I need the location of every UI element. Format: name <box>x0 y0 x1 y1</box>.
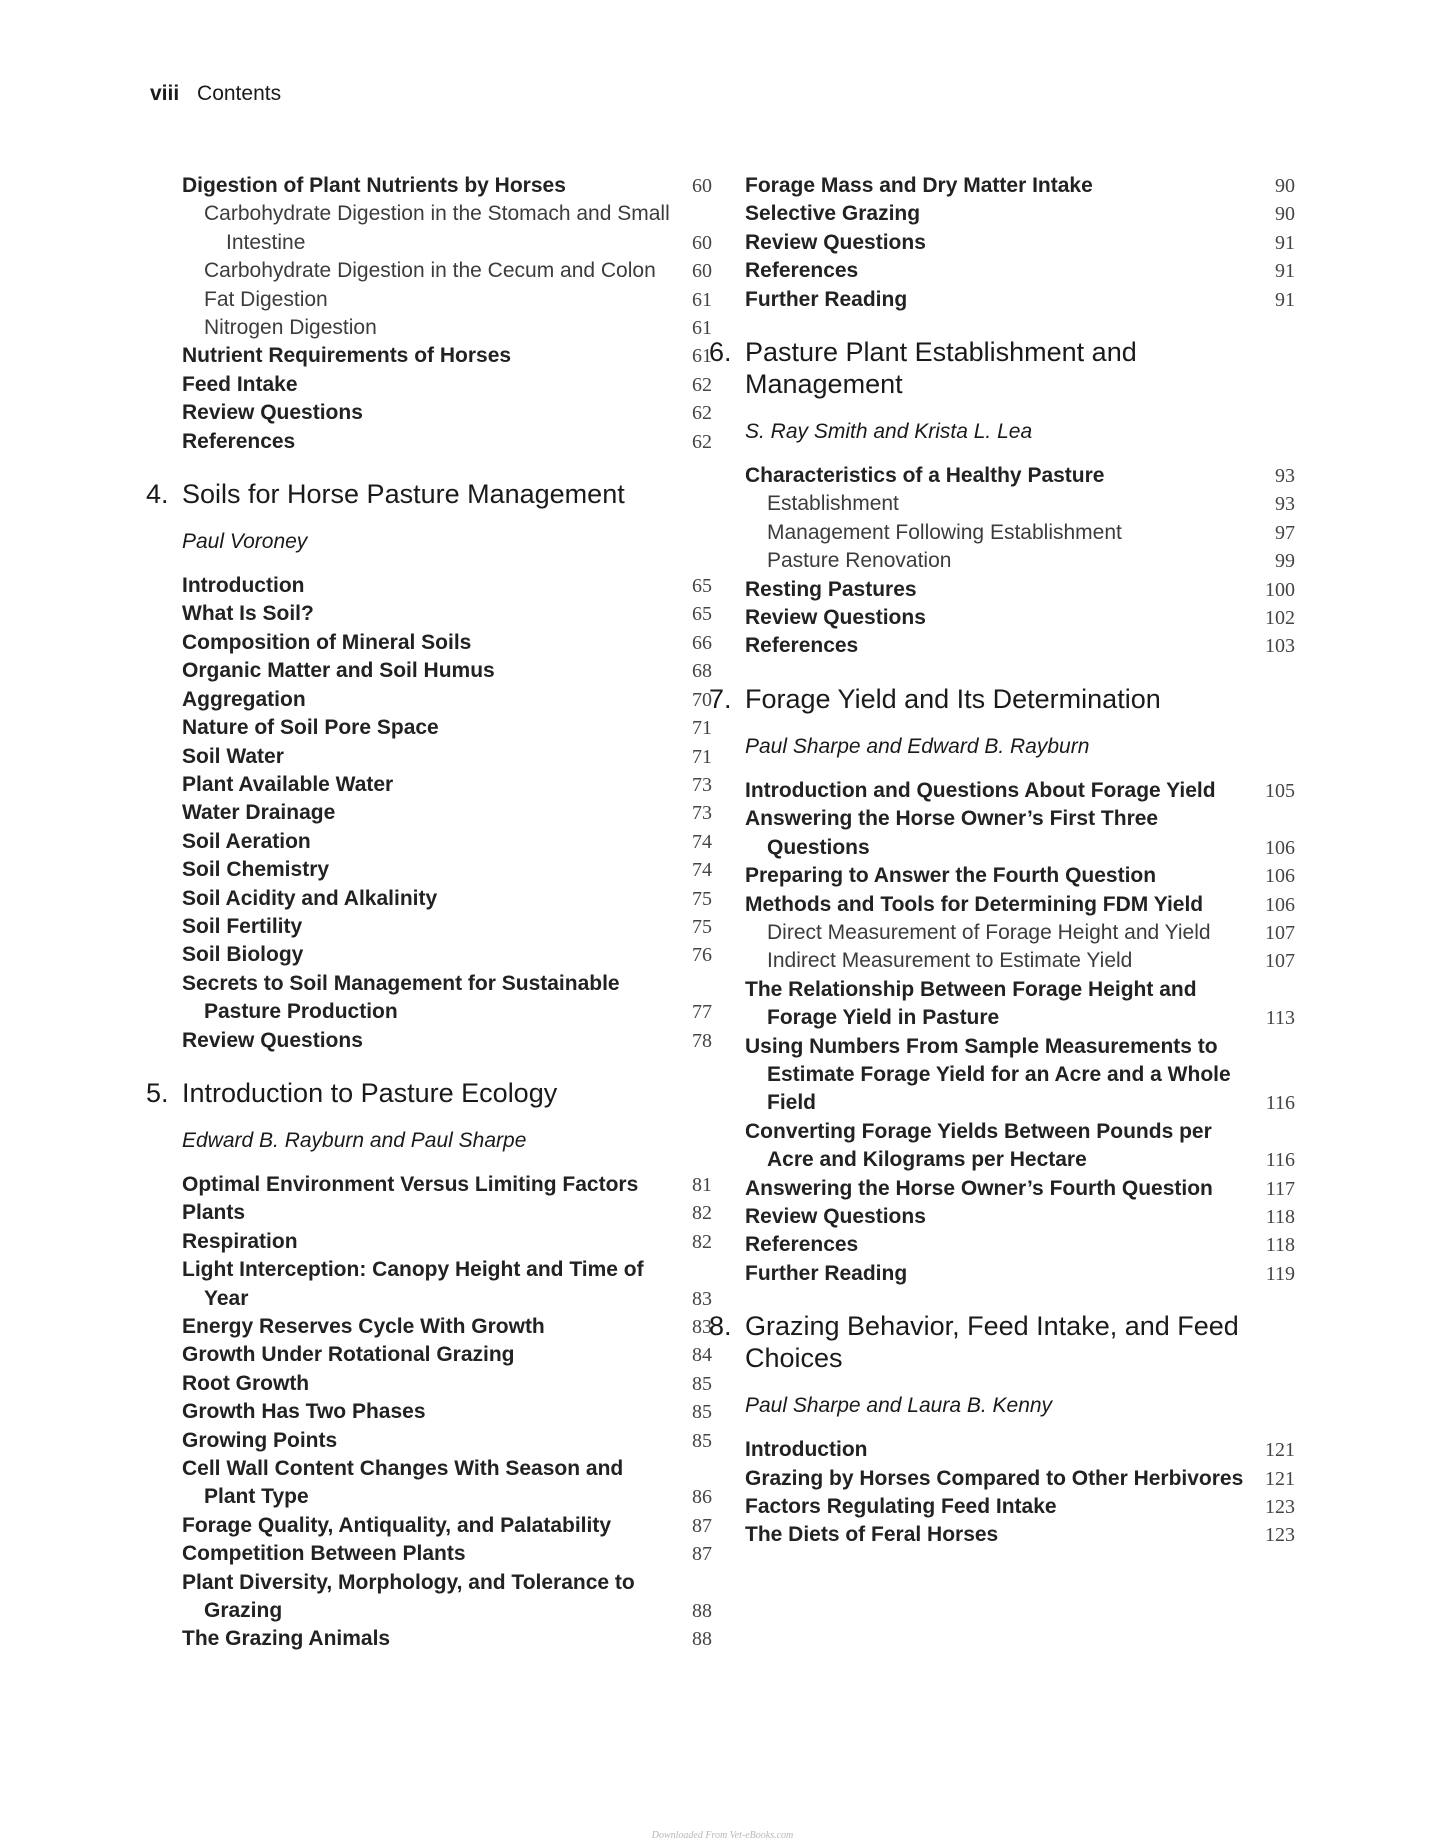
toc-entry-page: 90 <box>1275 175 1295 197</box>
toc-entry-title: Review Questions <box>182 1028 363 1052</box>
toc-entry[interactable] <box>745 1465 1295 1493</box>
toc-entry-title: Soil Chemistry <box>182 858 330 882</box>
toc-entry[interactable] <box>182 1313 712 1341</box>
toc-entry-page: 75 <box>692 915 712 938</box>
toc-entry-title: Review Questions <box>745 606 926 630</box>
chapter-authors: Paul Voroney <box>182 530 308 554</box>
toc-entry-page: 117 <box>1265 1177 1295 1200</box>
toc-entry-page: 102 <box>1265 607 1295 630</box>
chapter-number: 7. <box>709 683 732 714</box>
toc-entry-page: 106 <box>1265 865 1295 888</box>
toc-entry[interactable] <box>745 547 1295 575</box>
toc-entry[interactable] <box>182 286 712 314</box>
toc-entry[interactable] <box>745 229 1295 257</box>
toc-entry[interactable] <box>182 1370 712 1398</box>
toc-entry-page: 68 <box>692 660 712 683</box>
toc-entry-title: What Is Soil? <box>182 602 314 626</box>
toc-entry-title: Direct Measurement of Forage Height and Yield <box>767 920 1211 944</box>
chapter-number: 4. <box>146 479 169 510</box>
toc-entry-title: Feed Intake <box>182 372 298 396</box>
toc-entry[interactable] <box>745 1260 1295 1288</box>
toc-entry-page: 107 <box>1265 950 1295 973</box>
toc-entry-title: Composition of Mineral Soils <box>182 630 472 654</box>
toc-entry-title: Carbohydrate Digestion in the Stomach and Small Intestine <box>204 202 670 254</box>
toc-entry-page: 116 <box>1265 1092 1295 1115</box>
toc-entry[interactable] <box>182 314 712 342</box>
toc-entry-page: 61 <box>692 345 712 368</box>
toc-entry[interactable] <box>182 1569 712 1626</box>
chapter-title[interactable]: Soils for Horse Pasture Management <box>182 479 625 510</box>
chapter-block <box>709 336 1295 661</box>
toc-entry-title: Answering the Horse Owner’s First Three Questions <box>745 807 1159 859</box>
toc-entry[interactable] <box>745 462 1295 490</box>
chapter-title[interactable]: Pasture Plant Establishment and Management <box>745 337 1137 400</box>
toc-entry-title: Review Questions <box>745 1204 926 1228</box>
chapter-authors: S. Ray Smith and Krista L. Lea <box>745 420 1033 444</box>
toc-entry[interactable] <box>182 629 712 657</box>
toc-entry-page: 87 <box>692 1543 712 1566</box>
toc-entry[interactable] <box>745 1175 1295 1203</box>
toc-entry-page: 123 <box>1265 1524 1295 1547</box>
toc-entry[interactable] <box>745 576 1295 604</box>
toc-entry-title: Indirect Measurement to Estimate Yield <box>767 949 1133 973</box>
toc-left-column <box>146 172 712 1654</box>
toc-entry-title: References <box>745 634 859 658</box>
toc-entry-page: 97 <box>1275 521 1295 544</box>
toc-entry[interactable] <box>182 200 712 257</box>
toc-entry[interactable] <box>745 976 1295 1033</box>
toc-entry-title: Cell Wall Content Changes With Season and Plant Type <box>182 1457 624 1509</box>
toc-entry[interactable] <box>182 1455 712 1512</box>
toc-entry-title: Plants <box>182 1201 246 1225</box>
toc-entry-page: 75 <box>692 887 712 910</box>
toc-entry[interactable] <box>745 519 1295 547</box>
toc-entry-title: Factors Regulating Feed Intake <box>745 1495 1057 1518</box>
toc-entry[interactable] <box>182 1341 712 1369</box>
toc-entry[interactable] <box>745 604 1295 632</box>
toc-entry[interactable] <box>745 1521 1295 1549</box>
toc-entry[interactable] <box>745 257 1295 285</box>
toc-entry-page: 93 <box>1275 465 1295 488</box>
toc-entry-title: Organic Matter and Soil Humus <box>182 659 495 683</box>
toc-entry-title: Review Questions <box>182 401 363 425</box>
chapter-title[interactable]: Introduction to Pasture Ecology <box>182 1077 558 1108</box>
chapter-number: 8. <box>709 1311 732 1342</box>
toc-entry-page: 88 <box>692 1628 712 1651</box>
toc-entry[interactable] <box>745 286 1295 314</box>
toc-entry-title: Respiration <box>182 1229 298 1253</box>
toc-entry-page: 66 <box>692 631 712 654</box>
toc-entry-title: Optimal Environment Versus Limiting Factors <box>182 1172 639 1196</box>
toc-entry-title: Selective Grazing <box>745 202 921 226</box>
toc-entry[interactable] <box>182 970 712 1027</box>
toc-entry-page: 70 <box>692 688 712 711</box>
toc-entry-page: 62 <box>692 402 712 425</box>
toc-entry-title: Energy Reserves Cycle With Growth <box>182 1315 545 1338</box>
toc-entry-page: 73 <box>692 773 712 796</box>
toc-entry-page: 91 <box>1275 288 1295 311</box>
toc-entry-page: 71 <box>692 745 712 768</box>
toc-entry[interactable] <box>745 1033 1295 1118</box>
toc-entry-title: Management Following Establishment <box>767 520 1122 544</box>
toc-entry[interactable] <box>182 1199 712 1227</box>
toc-entry-page: 91 <box>1275 260 1295 283</box>
toc-entry-page: 90 <box>1275 203 1295 226</box>
chapter-block <box>146 1077 712 1654</box>
toc-entry-page: 103 <box>1265 635 1295 658</box>
toc-entry-page: 82 <box>692 1230 712 1253</box>
toc-entry-page: 106 <box>1265 893 1295 916</box>
toc-entry-title: Pasture Renovation <box>767 549 952 573</box>
toc-entry-title: Using Numbers From Sample Measurements to Estimate Forage Yield for an Acre and a Whole Field <box>745 1034 1231 1115</box>
chapter-authors: Paul Sharpe and Edward B. Rayburn <box>745 734 1090 758</box>
toc-entry-page: 74 <box>692 859 712 882</box>
toc-entry[interactable] <box>182 856 712 884</box>
toc-entry-page: 73 <box>692 802 712 825</box>
toc-entry[interactable] <box>182 1540 712 1568</box>
chapter-number: 5. <box>146 1077 169 1108</box>
toc-entry-title: Soil Acidity and Alkalinity <box>182 886 438 910</box>
toc-entry-page: 107 <box>1265 921 1295 944</box>
chapter-block <box>146 478 712 1055</box>
toc-entry-title: Grazing by Horses Compared to Other Herbivores <box>745 1466 1244 1490</box>
toc-entry-title: Forage Quality, Antiquality, and Palatability <box>182 1513 612 1537</box>
toc-entry-title: Converting Forage Yields Between Pounds per Acre and Kilograms per Hectare <box>745 1119 1212 1172</box>
toc-entry[interactable] <box>745 947 1295 975</box>
toc-entry-title: Root Growth <box>182 1371 310 1395</box>
toc-entry[interactable] <box>182 657 712 685</box>
toc-entry-page: 60 <box>692 175 712 197</box>
toc-entry-page: 83 <box>692 1287 712 1310</box>
toc-entry-page: 61 <box>692 288 712 311</box>
toc-entry[interactable] <box>182 771 712 799</box>
toc-entry[interactable] <box>182 828 712 856</box>
toc-entry-title: Soil Water <box>182 744 284 768</box>
toc-entry-page: 87 <box>692 1514 712 1537</box>
toc-entry[interactable] <box>182 399 712 427</box>
toc-entry[interactable] <box>182 371 712 399</box>
toc-entry-page: 99 <box>1275 550 1295 573</box>
toc-entry-page: 118 <box>1265 1205 1295 1228</box>
chapter-block <box>709 683 1295 1288</box>
toc-entry-title: References <box>182 429 296 453</box>
toc-entry-page: 119 <box>1265 1262 1295 1285</box>
toc-entry[interactable] <box>745 1118 1295 1175</box>
toc-entry[interactable] <box>745 805 1295 862</box>
toc-entry-page: 121 <box>1265 1467 1295 1490</box>
toc-entry[interactable] <box>182 1171 712 1199</box>
toc-entry-page: 65 <box>692 575 712 598</box>
toc-entry-page: 85 <box>692 1401 712 1424</box>
toc-entry-title: Light Interception: Canopy Height and Time of Year <box>182 1258 644 1310</box>
toc-entry[interactable] <box>182 714 712 742</box>
toc-entry-title: Plant Diversity, Morphology, and Tolerance to Grazing <box>182 1570 635 1623</box>
toc-entry[interactable] <box>182 257 712 285</box>
toc-entry[interactable] <box>182 686 712 714</box>
toc-entry-title: Further Reading <box>745 287 908 311</box>
toc-entry-title: Growing Points <box>182 1428 338 1452</box>
toc-entry-page: 62 <box>692 430 712 453</box>
toc-entry-title: The Diets of Feral Horses <box>745 1523 999 1547</box>
chapter-number: 6. <box>709 337 732 368</box>
toc-entry-title: Introduction <box>745 1438 868 1462</box>
toc-entry-title: Competition Between Plants <box>182 1542 466 1566</box>
toc-entry[interactable] <box>745 490 1295 518</box>
toc-entry-title: Soil Biology <box>182 943 304 967</box>
toc-entry-page: 106 <box>1265 836 1295 859</box>
toc-entry-page: 81 <box>692 1173 712 1196</box>
toc-entry-page: 86 <box>692 1486 712 1509</box>
toc-entry-title: Answering the Horse Owner’s Fourth Question <box>745 1176 1213 1200</box>
toc-entry[interactable] <box>182 572 712 600</box>
toc-entry-title: Digestion of Plant Nutrients by Horses <box>182 174 566 197</box>
toc-entry-title: Establishment <box>767 492 899 516</box>
toc-entry[interactable] <box>182 799 712 827</box>
toc-entry-page: 113 <box>1265 1007 1295 1030</box>
toc-entry[interactable] <box>182 1256 712 1313</box>
toc-entry-title: Carbohydrate Digestion in the Cecum and Colon <box>204 259 656 283</box>
toc-entry-page: 62 <box>692 373 712 396</box>
toc-entry-title: Forage Mass and Dry Matter Intake <box>745 174 1093 197</box>
toc-entry[interactable] <box>182 1228 712 1256</box>
toc-entry-title: Introduction and Questions About Forage Yield <box>745 778 1216 802</box>
toc-entry-page: 123 <box>1265 1496 1295 1518</box>
chapter-title[interactable]: Forage Yield and Its Determination <box>745 683 1161 714</box>
toc-entry-page: 85 <box>692 1429 712 1452</box>
toc-entry[interactable] <box>182 941 712 969</box>
toc-entry-title: Further Reading <box>745 1261 908 1285</box>
toc-entry[interactable] <box>182 1398 712 1426</box>
toc-entry-title: Plant Available Water <box>182 772 394 796</box>
toc-entry-page: 78 <box>692 1029 712 1052</box>
toc-entry-title: References <box>745 259 859 283</box>
toc-entry[interactable] <box>745 200 1295 228</box>
toc-entry-page: 74 <box>692 830 712 853</box>
toc-right-column <box>709 172 1295 1550</box>
toc-entry[interactable] <box>182 1625 712 1653</box>
toc-entry[interactable] <box>182 1027 712 1055</box>
toc-entry-title: Water Drainage <box>182 801 336 825</box>
chapter-authors: Edward B. Rayburn and Paul Sharpe <box>182 1128 527 1152</box>
toc-entry[interactable] <box>182 743 712 771</box>
toc-entry-page: 76 <box>692 944 712 967</box>
toc-entry-title: Secrets to Soil Management for Sustainable Pasture Production <box>182 971 620 1024</box>
toc-entry-page: 91 <box>1275 231 1295 254</box>
toc-entry-page: 85 <box>692 1372 712 1395</box>
toc-entry-page: 60 <box>692 231 712 254</box>
toc-entry-page: 77 <box>692 1001 712 1024</box>
chapter-authors: Paul Sharpe and Laura B. Kenny <box>745 1394 1053 1418</box>
toc-entry-page: 65 <box>692 603 712 626</box>
toc-entry[interactable] <box>745 777 1295 805</box>
toc-entry-title: Nature of Soil Pore Space <box>182 716 439 740</box>
toc-entry-title: Methods and Tools for Determining FDM Yield <box>745 892 1204 916</box>
toc-entry-title: Characteristics of a Healthy Pasture <box>745 464 1105 488</box>
footer-watermark: Downloaded From Vet-eBooks.com <box>651 1830 794 1841</box>
toc-entry[interactable] <box>745 919 1295 947</box>
toc-entry-page: 82 <box>692 1202 712 1225</box>
toc-entry-title: Preparing to Answer the Fourth Question <box>745 864 1157 888</box>
toc-entry-page: 118 <box>1265 1234 1295 1257</box>
toc-entry[interactable] <box>745 1203 1295 1231</box>
toc-entry-title: Soil Fertility <box>182 914 303 938</box>
toc-entry-title: Growth Under Rotational Grazing <box>182 1343 515 1367</box>
toc-entry[interactable] <box>182 885 712 913</box>
toc-entry-page: 88 <box>692 1600 712 1623</box>
toc-entry-page: 83 <box>692 1316 712 1338</box>
toc-entry[interactable] <box>745 1436 1295 1464</box>
toc-entry-page: 71 <box>692 717 712 740</box>
chapter-block <box>709 1310 1295 1550</box>
toc-entry-title: Nitrogen Digestion <box>204 316 377 340</box>
toc-entry-page: 100 <box>1265 578 1295 601</box>
toc-entry[interactable] <box>182 428 712 456</box>
toc-entry-title: Nutrient Requirements of Horses <box>182 344 512 368</box>
toc-entry[interactable] <box>745 891 1295 919</box>
toc-entry[interactable] <box>182 1512 712 1540</box>
toc-entry-page: 116 <box>1265 1149 1295 1172</box>
toc-entry-title: The Grazing Animals <box>182 1627 391 1651</box>
chapter-title[interactable]: Grazing Behavior, Feed Intake, and Feed Choices <box>745 1311 1239 1374</box>
toc-entry-title: Resting Pastures <box>745 577 917 601</box>
toc-entry-title: The Relationship Between Forage Height and Forage Yield in Pasture <box>745 977 1197 1030</box>
toc-entry-title: Fat Digestion <box>204 287 328 311</box>
toc-entry-title: Growth Has Two Phases <box>182 1400 426 1424</box>
toc-entry[interactable] <box>182 600 712 628</box>
toc-entry-page: 121 <box>1265 1439 1295 1462</box>
toc-entry[interactable] <box>182 172 712 200</box>
toc-entry[interactable] <box>745 1231 1295 1259</box>
toc-entry[interactable] <box>182 1427 712 1455</box>
running-head-label: Contents <box>197 82 282 105</box>
toc-entry-title: References <box>745 1233 859 1257</box>
toc-entry-page: 93 <box>1275 493 1295 516</box>
toc-entry[interactable] <box>745 862 1295 890</box>
toc-entry-page: 60 <box>692 260 712 283</box>
toc-entry-title: Introduction <box>182 574 305 598</box>
page-folio: viii <box>150 82 180 105</box>
toc-entry-title: Aggregation <box>182 687 306 711</box>
toc-entry[interactable] <box>745 632 1295 660</box>
toc-entry-page: 105 <box>1265 779 1295 802</box>
toc-entry-title: Review Questions <box>745 230 926 254</box>
running-head <box>150 82 281 106</box>
toc-entry-page: 61 <box>692 317 712 340</box>
toc-entry[interactable] <box>182 913 712 941</box>
toc-entry[interactable] <box>182 342 712 370</box>
toc-entry-title: Soil Aeration <box>182 829 311 853</box>
toc-entry[interactable] <box>745 172 1295 200</box>
toc-entry[interactable] <box>745 1493 1295 1521</box>
toc-entry-page: 84 <box>692 1344 712 1367</box>
